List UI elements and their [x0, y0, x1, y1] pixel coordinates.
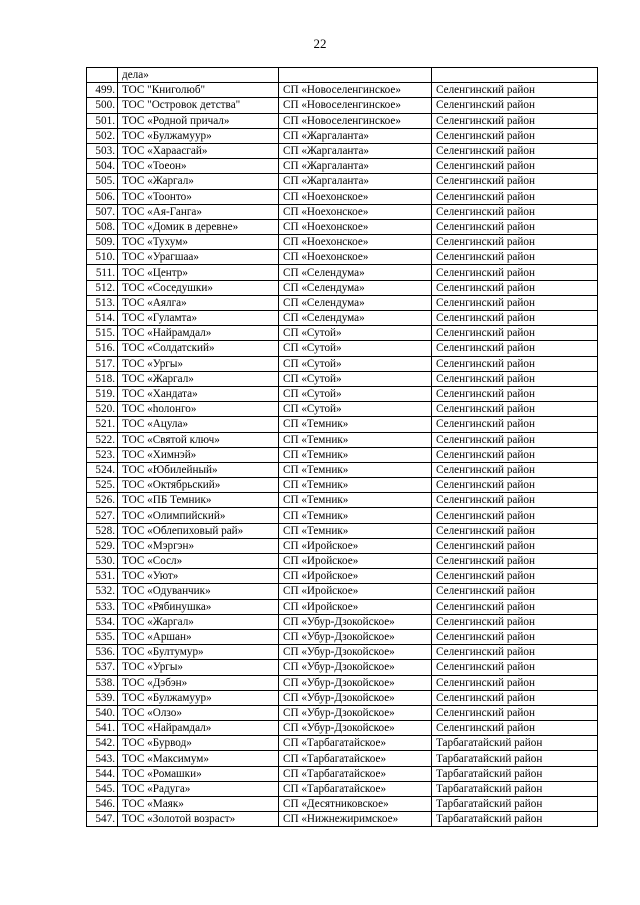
settlement-name-cell: СП «Жаргаланта»	[279, 159, 432, 174]
tos-name-cell: ТОС «Святой ключ»	[118, 432, 279, 447]
tos-name-cell: ТОС «Урагшаа»	[118, 250, 279, 265]
table-row	[87, 204, 598, 219]
row-number-cell: 503.	[87, 143, 118, 158]
tos-name-cell: ТОС «Хараасгай»	[118, 143, 279, 158]
table-row	[87, 705, 598, 720]
settlement-name-cell: СП «Иройское»	[279, 569, 432, 584]
settlement-name-cell: СП «Иройское»	[279, 584, 432, 599]
tos-name-cell: ТОС «Гуламта»	[118, 311, 279, 326]
table-row	[87, 447, 598, 462]
tos-name-cell: ТОС «Тоонто»	[118, 189, 279, 204]
settlement-name-cell: СП «Нижнежиримское»	[279, 812, 432, 827]
tos-name-cell: ТОС «Ургы»	[118, 356, 279, 371]
settlement-name-cell: СП «Темник»	[279, 462, 432, 477]
table-row	[87, 432, 598, 447]
settlement-name-cell: СП «Темник»	[279, 447, 432, 462]
table-row	[87, 113, 598, 128]
table-row	[87, 781, 598, 796]
table-row	[87, 311, 598, 326]
row-number-cell: 511.	[87, 265, 118, 280]
table-row	[87, 417, 598, 432]
table-row	[87, 478, 598, 493]
district-name-cell: Селенгинский район	[432, 143, 598, 158]
district-name-cell: Селенгинский район	[432, 128, 598, 143]
table-row	[87, 143, 598, 158]
settlement-name-cell: СП «Иройское»	[279, 538, 432, 553]
district-name-cell: Селенгинский район	[432, 599, 598, 614]
district-name-cell: Селенгинский район	[432, 614, 598, 629]
district-name-cell: Селенгинский район	[432, 447, 598, 462]
tos-registry-table	[86, 67, 598, 827]
tos-name-cell: ТОС «Юбилейный»	[118, 462, 279, 477]
table-row	[87, 341, 598, 356]
table-row	[87, 462, 598, 477]
table-row	[87, 721, 598, 736]
settlement-name-cell: СП «Сутой»	[279, 371, 432, 386]
tos-name-cell: ТОС «Рябинушка»	[118, 599, 279, 614]
tos-name-cell: ТОС «Тухум»	[118, 235, 279, 250]
row-number-cell: 512.	[87, 280, 118, 295]
district-name-cell: Селенгинский район	[432, 675, 598, 690]
settlement-name-cell: СП «Новоселенгинское»	[279, 83, 432, 98]
district-name-cell: Селенгинский район	[432, 326, 598, 341]
tos-name-cell: ТОС «Жаргал»	[118, 371, 279, 386]
district-name-cell: Селенгинский район	[432, 341, 598, 356]
row-number-cell: 542.	[87, 736, 118, 751]
settlement-name-cell: СП «Сутой»	[279, 386, 432, 401]
settlement-name-cell: СП «Темник»	[279, 417, 432, 432]
row-number-cell: 502.	[87, 128, 118, 143]
settlement-name-cell: СП «Иройское»	[279, 599, 432, 614]
settlement-name-cell: СП «Тарбагатайское»	[279, 766, 432, 781]
settlement-name-cell: СП «Убур-Дзокойское»	[279, 645, 432, 660]
table-row	[87, 508, 598, 523]
district-name-cell: Селенгинский район	[432, 280, 598, 295]
table-row	[87, 614, 598, 629]
settlement-name-cell: СП «Новоселенгинское»	[279, 113, 432, 128]
district-name-cell: Тарбагатайский район	[432, 751, 598, 766]
tos-name-cell: ТОС «Максимум»	[118, 751, 279, 766]
tos-name-cell: ТОС «Родной причал»	[118, 113, 279, 128]
tos-name-cell: ТОС «Олзо»	[118, 705, 279, 720]
row-number-cell: 543.	[87, 751, 118, 766]
row-number-cell: 504.	[87, 159, 118, 174]
row-number-cell: 536.	[87, 645, 118, 660]
settlement-name-cell: СП «Селендума»	[279, 280, 432, 295]
table-row	[87, 751, 598, 766]
table-row	[87, 265, 598, 280]
tos-name-cell: ТОС «Радуга»	[118, 781, 279, 796]
row-number-cell: 539.	[87, 690, 118, 705]
row-number-cell: 524.	[87, 462, 118, 477]
district-name-cell: Селенгинский район	[432, 371, 598, 386]
tos-name-cell: ТОС «ПБ Темник»	[118, 493, 279, 508]
table-body	[87, 68, 598, 827]
table-row	[87, 554, 598, 569]
tos-name-cell: ТОС «Центр»	[118, 265, 279, 280]
tos-name-cell: ТОС «Аялга»	[118, 295, 279, 310]
settlement-name-cell: СП «Убур-Дзокойское»	[279, 721, 432, 736]
settlement-name-cell: СП «Темник»	[279, 432, 432, 447]
settlement-name-cell: СП «Убур-Дзокойское»	[279, 629, 432, 644]
tos-name-cell: ТОС «Золотой возраст»	[118, 812, 279, 827]
district-name-cell: Селенгинский район	[432, 705, 598, 720]
district-name-cell: Селенгинский район	[432, 83, 598, 98]
table-row	[87, 690, 598, 705]
settlement-name-cell: СП «Селендума»	[279, 265, 432, 280]
tos-name-cell: ТОС «Ая-Ганга»	[118, 204, 279, 219]
row-number-cell: 526.	[87, 493, 118, 508]
tos-name-cell: ТОС «Булжамуур»	[118, 690, 279, 705]
settlement-name-cell: СП «Ноехонское»	[279, 189, 432, 204]
tos-name-cell: ТОС «Химнэй»	[118, 447, 279, 462]
settlement-name-cell: СП «Сутой»	[279, 402, 432, 417]
table-row	[87, 128, 598, 143]
settlement-name-cell: СП «Тарбагатайское»	[279, 751, 432, 766]
tos-name-cell: ТОС «Аршан»	[118, 629, 279, 644]
district-name-cell: Селенгинский район	[432, 311, 598, 326]
settlement-name-cell: СП «Темник»	[279, 493, 432, 508]
tos-name-cell: ТОС «Бурвод»	[118, 736, 279, 751]
tos-name-cell: ТОС «Жаргал»	[118, 174, 279, 189]
row-number-cell: 525.	[87, 478, 118, 493]
district-name-cell: Селенгинский район	[432, 629, 598, 644]
table-row	[87, 766, 598, 781]
row-number-cell: 520.	[87, 402, 118, 417]
row-number-cell: 532.	[87, 584, 118, 599]
table-row	[87, 280, 598, 295]
row-number-cell: 547.	[87, 812, 118, 827]
row-number-cell: 505.	[87, 174, 118, 189]
tos-name-cell: ТОС «Олимпийский»	[118, 508, 279, 523]
settlement-name-cell: СП «Жаргаланта»	[279, 143, 432, 158]
settlement-name-cell: СП «Темник»	[279, 523, 432, 538]
table-row	[87, 295, 598, 310]
district-name-cell: Селенгинский район	[432, 690, 598, 705]
district-name-cell: Селенгинский район	[432, 235, 598, 250]
district-name-cell: Селенгинский район	[432, 356, 598, 371]
settlement-name-cell: СП «Убур-Дзокойское»	[279, 690, 432, 705]
settlement-name-cell: СП «Тарбагатайское»	[279, 781, 432, 796]
tos-name-cell: ТОС «Облепиховый рай»	[118, 523, 279, 538]
row-number-cell: 507.	[87, 204, 118, 219]
tos-name-cell: ТОС «Мэргэн»	[118, 538, 279, 553]
settlement-name-cell: СП «Сутой»	[279, 341, 432, 356]
settlement-name-cell	[279, 68, 432, 83]
tos-name-cell: ТОС «Солдатский»	[118, 341, 279, 356]
tos-name-cell: ТОС «Уют»	[118, 569, 279, 584]
settlement-name-cell: СП «Ноехонское»	[279, 250, 432, 265]
settlement-name-cell: СП «Тарбагатайское»	[279, 736, 432, 751]
district-name-cell: Селенгинский район	[432, 584, 598, 599]
row-number-cell: 521.	[87, 417, 118, 432]
district-name-cell: Селенгинский район	[432, 189, 598, 204]
settlement-name-cell: СП «Ноехонское»	[279, 204, 432, 219]
table-row	[87, 660, 598, 675]
settlement-name-cell: СП «Жаргаланта»	[279, 128, 432, 143]
table-row	[87, 493, 598, 508]
table-row	[87, 83, 598, 98]
settlement-name-cell: СП «Иройское»	[279, 554, 432, 569]
tos-name-cell: ТОС «Тоеон»	[118, 159, 279, 174]
tos-name-cell: ТОС «Маяк»	[118, 797, 279, 812]
district-name-cell: Селенгинский район	[432, 204, 598, 219]
row-number-cell: 519.	[87, 386, 118, 401]
settlement-name-cell: СП «Сутой»	[279, 356, 432, 371]
tos-name-cell: ТОС «Ургы»	[118, 660, 279, 675]
district-name-cell: Селенгинский район	[432, 493, 598, 508]
row-number-cell: 522.	[87, 432, 118, 447]
row-number-cell: 523.	[87, 447, 118, 462]
district-name-cell: Тарбагатайский район	[432, 781, 598, 796]
tos-name-cell: ТОС «Октябрьский»	[118, 478, 279, 493]
district-name-cell: Селенгинский район	[432, 219, 598, 234]
settlement-name-cell: СП «Убур-Дзокойское»	[279, 675, 432, 690]
settlement-name-cell: СП «Убур-Дзокойское»	[279, 614, 432, 629]
tos-name-cell: ТОС "Книголюб"	[118, 83, 279, 98]
row-number-cell: 531.	[87, 569, 118, 584]
row-number-cell: 509.	[87, 235, 118, 250]
tos-name-cell: ТОС «Жаргал»	[118, 614, 279, 629]
tos-name-cell: ТОС «Найрамдал»	[118, 326, 279, 341]
table-row	[87, 98, 598, 113]
row-number-cell: 535.	[87, 629, 118, 644]
row-number-cell	[87, 68, 118, 83]
row-number-cell: 515.	[87, 326, 118, 341]
district-name-cell: Селенгинский район	[432, 721, 598, 736]
table-row	[87, 797, 598, 812]
table-row	[87, 235, 598, 250]
tos-name-cell: ТОС «Булжамуур»	[118, 128, 279, 143]
district-name-cell: Селенгинский район	[432, 569, 598, 584]
district-name-cell: Селенгинский район	[432, 538, 598, 553]
table-row	[87, 523, 598, 538]
table-row	[87, 189, 598, 204]
row-number-cell: 508.	[87, 219, 118, 234]
district-name-cell: Селенгинский район	[432, 159, 598, 174]
table-row	[87, 629, 598, 644]
district-name-cell: Селенгинский район	[432, 265, 598, 280]
tos-name-cell: ТОС «Дэбэн»	[118, 675, 279, 690]
row-number-cell: 540.	[87, 705, 118, 720]
row-number-cell: 518.	[87, 371, 118, 386]
row-number-cell: 501.	[87, 113, 118, 128]
table-row	[87, 402, 598, 417]
table-row	[87, 174, 598, 189]
district-name-cell: Селенгинский район	[432, 432, 598, 447]
table-row	[87, 584, 598, 599]
district-name-cell: Селенгинский район	[432, 523, 598, 538]
table-row	[87, 386, 598, 401]
settlement-name-cell: СП «Сутой»	[279, 326, 432, 341]
row-number-cell: 513.	[87, 295, 118, 310]
row-number-cell: 529.	[87, 538, 118, 553]
table-row	[87, 569, 598, 584]
table-row	[87, 219, 598, 234]
row-number-cell: 537.	[87, 660, 118, 675]
district-name-cell: Селенгинский район	[432, 478, 598, 493]
settlement-name-cell: СП «Новоселенгинское»	[279, 98, 432, 113]
district-name-cell	[432, 68, 598, 83]
district-name-cell: Селенгинский район	[432, 113, 598, 128]
settlement-name-cell: СП «Десятниковское»	[279, 797, 432, 812]
table-row	[87, 68, 598, 83]
row-number-cell: 516.	[87, 341, 118, 356]
district-name-cell: Селенгинский район	[432, 645, 598, 660]
settlement-name-cell: СП «Селендума»	[279, 295, 432, 310]
table-row	[87, 326, 598, 341]
settlement-name-cell: СП «Ноехонское»	[279, 235, 432, 250]
settlement-name-cell: СП «Темник»	[279, 478, 432, 493]
table-row	[87, 736, 598, 751]
row-number-cell: 533.	[87, 599, 118, 614]
tos-name-cell: ТОС «hолонго»	[118, 402, 279, 417]
tos-name-cell: ТОС «Бултумур»	[118, 645, 279, 660]
row-number-cell: 499.	[87, 83, 118, 98]
row-number-cell: 546.	[87, 797, 118, 812]
row-number-cell: 500.	[87, 98, 118, 113]
settlement-name-cell: СП «Темник»	[279, 508, 432, 523]
row-number-cell: 510.	[87, 250, 118, 265]
row-number-cell: 527.	[87, 508, 118, 523]
district-name-cell: Селенгинский район	[432, 554, 598, 569]
settlement-name-cell: СП «Ноехонское»	[279, 219, 432, 234]
table-row	[87, 645, 598, 660]
table-row	[87, 538, 598, 553]
row-number-cell: 530.	[87, 554, 118, 569]
table-row	[87, 159, 598, 174]
district-name-cell: Тарбагатайский район	[432, 797, 598, 812]
district-name-cell: Селенгинский район	[432, 402, 598, 417]
row-number-cell: 514.	[87, 311, 118, 326]
district-name-cell: Селенгинский район	[432, 462, 598, 477]
row-number-cell: 534.	[87, 614, 118, 629]
tos-name-cell: ТОС «Соседушки»	[118, 280, 279, 295]
tos-name-cell: ТОС «Домик в деревне»	[118, 219, 279, 234]
row-number-cell: 528.	[87, 523, 118, 538]
settlement-name-cell: СП «Селендума»	[279, 311, 432, 326]
settlement-name-cell: СП «Жаргаланта»	[279, 174, 432, 189]
district-name-cell: Селенгинский район	[432, 386, 598, 401]
tos-name-cell: ТОС «Сосл»	[118, 554, 279, 569]
tos-name-cell: ТОС «Одуванчик»	[118, 584, 279, 599]
district-name-cell: Селенгинский район	[432, 98, 598, 113]
district-name-cell: Селенгинский район	[432, 174, 598, 189]
district-name-cell: Селенгинский район	[432, 250, 598, 265]
table-row	[87, 356, 598, 371]
table-row	[87, 599, 598, 614]
table-row	[87, 250, 598, 265]
district-name-cell: Селенгинский район	[432, 295, 598, 310]
district-name-cell: Тарбагатайский район	[432, 766, 598, 781]
row-number-cell: 538.	[87, 675, 118, 690]
tos-name-cell: ТОС «Ромашки»	[118, 766, 279, 781]
tos-name-cell: ТОС «Хандата»	[118, 386, 279, 401]
district-name-cell: Тарбагатайский район	[432, 812, 598, 827]
row-number-cell: 541.	[87, 721, 118, 736]
district-name-cell: Селенгинский район	[432, 660, 598, 675]
row-number-cell: 506.	[87, 189, 118, 204]
tos-name-cell: ТОС "Островок детства"	[118, 98, 279, 113]
settlement-name-cell: СП «Убур-Дзокойское»	[279, 705, 432, 720]
row-number-cell: 544.	[87, 766, 118, 781]
tos-name-cell: дела»	[118, 68, 279, 83]
table-row	[87, 812, 598, 827]
page-number: 22	[313, 36, 327, 51]
row-number-cell: 545.	[87, 781, 118, 796]
tos-name-cell: ТОС «Ацула»	[118, 417, 279, 432]
table-row	[87, 675, 598, 690]
district-name-cell: Тарбагатайский район	[432, 736, 598, 751]
tos-name-cell: ТОС «Найрамдал»	[118, 721, 279, 736]
settlement-name-cell: СП «Убур-Дзокойское»	[279, 660, 432, 675]
district-name-cell: Селенгинский район	[432, 508, 598, 523]
table-row	[87, 371, 598, 386]
district-name-cell: Селенгинский район	[432, 417, 598, 432]
row-number-cell: 517.	[87, 356, 118, 371]
